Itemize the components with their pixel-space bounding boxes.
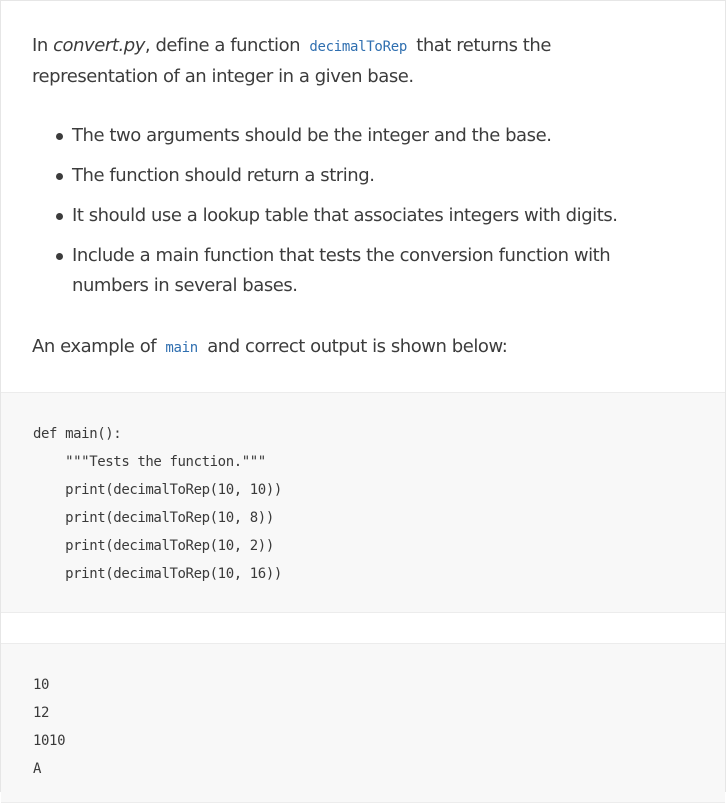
code-line: """Tests the function.""" bbox=[33, 454, 266, 470]
output-line: 12 bbox=[33, 705, 50, 721]
list-item bbox=[72, 241, 672, 301]
intro-paragraph bbox=[32, 31, 672, 92]
requirements-list bbox=[72, 121, 672, 311]
intro-prefix: In bbox=[32, 35, 54, 56]
output-line: 10 bbox=[33, 677, 50, 693]
output-sample bbox=[33, 671, 65, 783]
list-item-text: It should use a lookup table that associates integers with digits. bbox=[72, 205, 618, 226]
intro-middle: , define a function bbox=[144, 35, 306, 56]
code-line: print(decimalToRep(10, 2)) bbox=[33, 538, 274, 554]
block-divider bbox=[1, 613, 725, 643]
code-line: def main(): bbox=[33, 426, 122, 442]
list-item bbox=[72, 201, 672, 231]
list-item-text: The two arguments should be the integer and the base. bbox=[72, 125, 552, 146]
bullet-icon bbox=[56, 173, 63, 180]
bullet-icon bbox=[56, 133, 63, 140]
code-line: print(decimalToRep(10, 16)) bbox=[33, 566, 282, 582]
bullet-icon bbox=[56, 253, 63, 260]
code-sample bbox=[33, 420, 282, 588]
main-code: main bbox=[165, 340, 198, 356]
example-paragraph bbox=[32, 332, 692, 363]
code-sample-block bbox=[1, 392, 725, 613]
output-line: A bbox=[33, 761, 42, 777]
list-item-text: The function should return a string. bbox=[72, 165, 375, 186]
filename-text: convert.py bbox=[53, 35, 145, 56]
function-name-code: decimalToRep bbox=[309, 39, 407, 55]
list-item bbox=[72, 121, 672, 151]
code-line: print(decimalToRep(10, 10)) bbox=[33, 482, 282, 498]
example-prefix: An example of bbox=[32, 336, 162, 357]
code-line: print(decimalToRep(10, 8)) bbox=[33, 510, 274, 526]
intro-suffix: that returns the representation of an integer in a given base. bbox=[32, 35, 551, 87]
list-item-text: Include a main function that tests the conversion function with numbers in several bases. bbox=[72, 245, 611, 296]
list-item bbox=[72, 161, 672, 191]
output-sample-block bbox=[1, 643, 725, 803]
output-line: 1010 bbox=[33, 733, 66, 749]
bullet-icon bbox=[56, 213, 63, 220]
example-suffix: and correct output is shown below: bbox=[201, 336, 508, 357]
